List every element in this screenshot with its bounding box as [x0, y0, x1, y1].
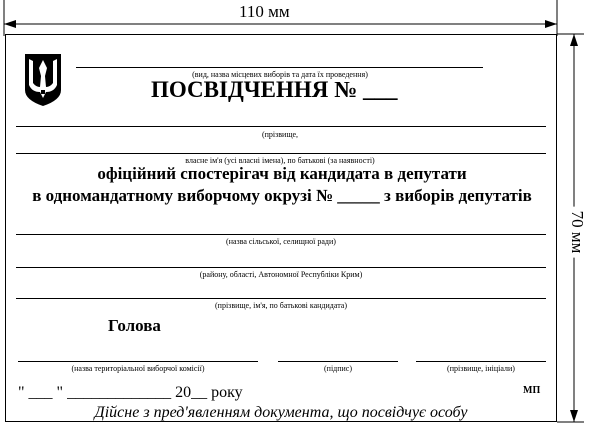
width-label: 110 мм [233, 2, 296, 22]
role-line-2: в одномандатному виборчому окрузі № _____ з виборів депутатів [32, 186, 532, 205]
council-caption: (назва сільської, селищної ради) [226, 237, 336, 246]
date-line: " ___ " _____________ 20__ року [18, 384, 243, 401]
event-line [76, 67, 483, 68]
head-label: Голова [108, 316, 161, 335]
trident-emblem-icon [23, 52, 63, 107]
certificate-card [5, 34, 557, 422]
region-caption: (району, області, Автономної Республіки Крим) [199, 270, 363, 279]
role-line-1: офіційний спостерігач від кандидата в депутати [97, 164, 467, 183]
commission-caption: (назва територіальної виборчої комісії) [71, 364, 205, 373]
name-caption: власне ім'я (усі власні імена), по батькові (за наявності) [185, 156, 375, 165]
validity-note: Дійсне з пред'явленням документа, що посвідчує особу [94, 404, 468, 421]
signature-line [278, 361, 398, 362]
height-label: 70 мм [567, 207, 587, 258]
certificate-title: ПОСВІДЧЕННЯ № ___ [151, 77, 398, 102]
event-caption: (вид, назва місцевих виборів та дата їх проведення) [192, 70, 368, 79]
candidate-caption: (прізвище, ім'я, по батькові кандидата) [215, 301, 347, 310]
name-line [16, 153, 546, 154]
initials-line [416, 361, 546, 362]
candidate-line [16, 298, 546, 299]
stamp-label: МП [523, 385, 541, 396]
initials-caption: (прізвище, ініціали) [447, 364, 515, 373]
signature-caption: (підпис) [323, 364, 353, 373]
surname-line [16, 126, 546, 127]
region-line [16, 267, 546, 268]
surname-caption: (прізвище, [261, 130, 299, 139]
council-line [16, 234, 546, 235]
commission-line [18, 361, 258, 362]
